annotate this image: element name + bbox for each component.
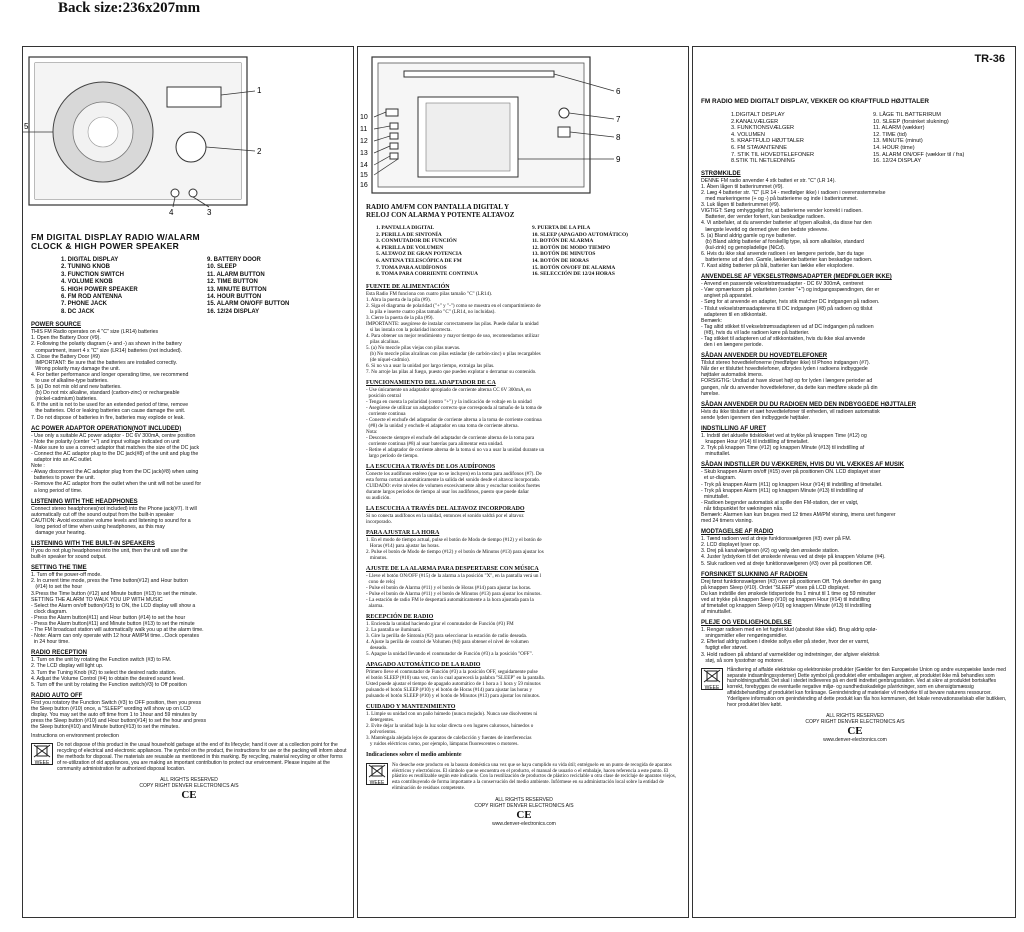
english-components-list <box>61 257 347 316</box>
component-item: 9. LÅGE TIL BATTERIRUM <box>873 112 941 118</box>
component-item: 13. MINUTE (minut) <box>873 138 923 145</box>
component-item: 3. CONMUTADOR DE FUNCIÓN <box>376 238 457 245</box>
component-item: 10. SLEEP (APAGADO AUTOMÁTICO) <box>532 231 628 238</box>
component-item: 4. VOLUME KNOB <box>61 279 113 286</box>
component-item: 15. ALARM ON/OFF (vækker til / fra) <box>873 151 965 158</box>
section-text: 1. Indstil det aktuelle tidsklokket ved at trykke på knappen Time (#12) og knappen Hour (#14) til indstilling af timetallet. 2. Tryk på knappen Time (#12) og knappen Minute (#13) til indstilling af minuttallet. <box>701 432 867 458</box>
component-item: 16. SELECCIÓN DE 12/24 HORAS <box>532 271 615 278</box>
spanish-title-2: RELOJ CON ALARMA Y POTENTE ALTAVOZ <box>366 211 515 219</box>
component-item: 12. TIME (tid) <box>873 131 907 138</box>
section-heading: STRØMKILDE <box>701 170 741 177</box>
component-item: 11. BOTÓN DE ALARMA <box>532 238 594 245</box>
weee-bin-icon <box>701 668 723 690</box>
back-callout-6: 6 <box>616 87 621 96</box>
footer-rights: ALL RIGHTS RESERVED <box>495 796 553 803</box>
component-item: 1. DIGITAL DISPLAY <box>61 257 119 263</box>
english-content <box>31 233 347 913</box>
section-text: - Use only a suitable AC power adaptor - DC 6V 300mA, centre position - Note the polarity (center "+") and input voltage indicated on unit - Make sure to use a correct adaptor that matches the size of the DC jack - Connect the AC adaptor plug to the DC jack(#8) of the unit and plug the adaptor into an AC outlet. Note : - Alway disconnect the AC adaptor plug from the DC jack(#8) when using batteries to power the unit. - Remove the AC adaptor from the outlet when the unit will not be used for a long period of time. <box>31 432 202 494</box>
english-title-1: FM DIGITAL DISPLAY RADIO W/ALARM <box>31 232 200 242</box>
env-block <box>701 668 1009 709</box>
section-heading: LA ESCUCHA A TRAVÉS DE LOS AUDÍFONOS <box>366 463 496 470</box>
env-text: No deseche este producto en la basura doméstica una vez que se haya cumplido su vida útil; entréguelo en un punto de recogida de aparatos eléctricos y electrónicos. El símbolo que se encuentra en el producto, el manual de usuario o el embalaje, hacen referencia a este punto. El plástico es reutilizable según este indicado. Con la reutilización de productos de plástico reciclable u otra clase de reciclaje de aparatos viejos, esta contribuyendo de forma importante a la conservación del medio ambiente. Infórmese en su administración local sobre la entidad de eliminación de residuos competente. <box>392 762 678 791</box>
section-heading: APAGADO AUTOMÁTICO DE LA RADIO <box>366 661 481 668</box>
section-text: Conecte los audífonos estéreo (que no se incluyen) en la toma para audífonos (#7). De esta forma cortará automáticamente la salida del sonido desde el altavoz incorporado. CUIDADO: evite niveles de volumen excesivamente altos y escuchar sonidos fuertes durante largos períodos de tiempo al usar los audífonos, puesto que puede dañar su audición. <box>366 470 542 501</box>
front-callout-2: 2 <box>257 147 262 156</box>
component-item: 2.KANALVÆLGER <box>731 118 779 125</box>
section-text: If you do not plug headphones into the unit, then the unit will use the built-in speaker for sound output. <box>31 548 188 561</box>
component-item: 8.STIK TIL NETLEDNING <box>731 158 796 165</box>
component-item: 4. VOLUMEN <box>731 131 765 138</box>
section-text: DENNE FM radio anvender 4 stk batteri er str. "C" (LR 14). 1. Åben lågen til batterirummet (#9). 2. Læg 4 batterier str. "C" (LR 14 - medfølger ikke) i radioen i overensstemmelse med markeringerne (+ og -) på batterierne og inde i batterirummet. 3. Luk lågen til batterirummet (#9). VIGTIGT: Sørg omhyggeligt for, at batterierne vender korrekt i radioen. Batterier, der vender forkert, kan beskadige radioen. 4. Vi anbefaler, at du anvender batterier af typen alkalisk, da disse har den længste levetid og dermed giver den bedste ydeevne. 5. (a) Bland aldrig gamle og nye batterier. (b) Bland aldrig batterier af forskellig type, så som alkaliske, standard (kul-zink) og genopladelige (NiCd). 6. Hvis du ikke skal anvende radioen i en længere periode, bør du tage batterierne ud af den. Gamle, lækkende batterier kan beskadige radioen. 7. Kast aldrig batterier på bål, batterier kan lække eller eksplodere. <box>701 177 886 270</box>
section-text: 1. Turn on the unit by rotating the Function switch (#3) to FM. 2. The LCD display will light up. 3. Turn the Tuning Knob (#2) to select the desired radio station. 4. Adjust the Volume Control (#4) to obtain the desired sound level. 5. Turn off the unit by rotating the Function switch(#3) to Off position <box>31 657 187 688</box>
section-heading: SÅDAN ANVENDER DU DU RADIOEN MED DEN INDBYGGEDE HØJTTALER <box>701 401 917 408</box>
section-heading: AJUSTE DE LA ALARMA PARA DESPERTARSE CON MÚSICA <box>366 565 539 572</box>
ce-mark: CE <box>181 789 197 802</box>
back-radio-illustration <box>358 47 690 197</box>
section-text: 1. Encienda la unidad haciendo girar el conmutador de Función (#3) FM 2. La pantalla se iluminará. 3. Gire la perilla de Sintonía (#2) para seleccionar la estación de radio deseada. 4. Ajuste la perilla de control de Volumen (#4) para obtener el nivel de volumen deseado. 5. Apague la unidad llevando el conmutador de Función (#3) a la posición "OFF". <box>366 620 533 657</box>
section-heading: RADIO AUTO OFF <box>31 692 83 699</box>
footer-copyright: COPY RIGHT DENVER ELECTRONICS A/S <box>139 783 239 790</box>
component-item: 13. BOTÓN DE MINUTOS <box>532 251 596 258</box>
section-text: 1. Turn off the power-off mode. 2. In current time mode, press the Time button(#12) and Hour button (#14) to set the hour 3.Press the Time button (#12) and Minute button (#13) to set the minute. SETTING THE ALARM TO WALK YOU UP WITH MUSIC - Select the Alarm on/off button(#15) to ON, the LCD display will show a clock diagram. - Press the Alarm button(#11) and Hour button (#14) to set the hour - Press the Alarm button(#11) and Minute button (#13) to set the minute - The FM broadcast station will automatically walk you up at the alarm time. - Note: Alarm can only operate with 12 hour AM/PM time...Clock operates in 24 hour time. <box>31 572 204 646</box>
section-text: - Skub knappen Alarm on/off (#15) over på positionen ON. LCD displayet viser et ur-diagram. - Tryk på knappen Alarm (#11) og knappen Hour (#14) til indstilling af timetallet. - Tryk på knappen Alarm (#11) og knappen Minute (#13) til indstilling af minuttallet. - Radioen begynder automatisk at spille den FM-station, der er valgt, når tidspunktet for vækningen nås. Bemærk: Alarmen kan kun bruges med 12 times AM/PM visning, imens uret fungerer med 24 timers visning. <box>701 469 896 525</box>
section-heading: INDSTILLING AF URET <box>701 425 767 432</box>
component-item: 15. BOTÓN ON/OFF DE ALARMA <box>532 264 616 271</box>
section-text: 1. Tænd radioen ved at dreje funktionsvælgeren (#3) over på FM. 2. LCD displayet lyser op. 3. Drej på kanalvælgeren (#2) og vælg den ønskede station. 4. Juster lydstyrken til det ønskede niveau ved at dreje på knappen Volume (#4). 5. Sluk radioen ved at dreje funktionsvælgeren (#3) over på positionen Off. <box>701 536 886 567</box>
website-url: www.denver-electronics.com <box>492 820 556 827</box>
section-heading: RADIO RECEPTION <box>31 650 88 657</box>
component-item: 1. PANTALLA DIGITAL <box>376 225 435 231</box>
component-item: 4. PERILLA DE VOLUMEN <box>376 244 444 251</box>
component-item: 3. FUNKTIONSVÆLGER <box>731 125 795 132</box>
weee-bin-icon <box>31 743 53 765</box>
section-text: Drej først funktionsvælgeren (#3) over på positionen Off. Tryk derefter én gang på knappen Sleep (#10). Ordet "SLEEP" vises på LCD displayet. Du kan indstille den ønskede tidsperiode fra 1 minut til 1 time og 59 minutter ved at trykke på knappen Sleep (#10) og knappen Hour (#14) til indstilling af timetallet og knappen Sleep (#10) og knappen Minute (#13) til indstilling af minuttallet. <box>701 578 882 616</box>
ce-mark: CE <box>847 725 863 738</box>
front-radio-illustration <box>23 47 355 222</box>
front-callout-1: 1 <box>257 86 262 95</box>
danish-components-list <box>731 112 1009 165</box>
section-heading: SÅDAN ANVENDER DU HOVEDTELEFONER <box>701 353 828 360</box>
component-item: 16. 12/24 DISPLAY <box>873 158 922 165</box>
component-item: 13. MINUTE BUTTON <box>207 286 267 293</box>
component-item: 5. KRAFTFULD HØJTTALER <box>731 138 804 145</box>
component-item: 16. 12/24 DISPLAY <box>207 308 260 315</box>
section-heading: PLEJE OG VEDLIGEHOLDELSE <box>701 620 792 627</box>
section-text: 1. Rengør radioen med en let fugtet klud (absolut ikke våd). Brug aldrig oplø- sningsmidler eller rengøringsmidler. 2. Efterlad aldrig radioen i direkte sollys eller på steder, hvor der er varmt, fugtigt eller støvet. 3. Hold radioen på afstand af varmekilder og indretninger, der afgiver elektrisk støj, så som lysstofrør og motorer. <box>701 627 880 664</box>
component-item: 6. FM STAVANTENNE <box>731 144 787 151</box>
section-heading: ANVENDELSE AF VEKSELSTRØMSADAPTER (MEDFØLGER IKKE) <box>701 274 892 281</box>
section-text: - Lleve el botón ON/OFF (#15) de la alarma a la posición "X", en la pantalla verá un l cono de reloj - Pulse el botón de Alarma (#11) y el botón de Horas (#14) para ajustar las horas. - Pulse el botón de Alarma (#11) y el botón de Minutos (#13) para ajustar los minutos. - La estación de radio FM le despertará automáticamente a la hora ajustada para la alarma. <box>366 572 542 609</box>
section-text: Esta Radio FM funciona con cuatro pilas tamaño "C" (LR14). 1. Abra la puerta de la pila (#9). 2. Siga el diagrama de polaridad ("+" y "-") como se muestra en el compartimiento de la pila e inserte cuatro pilas tamaño "C" (LR14, no incluidas). 3. Cierre la puerta de la pila (#9). IMPORTANTE: asegúrese de instalar correctamente las pilas. Puede dañar la unidad si las instala con la polaridad incorrecta. 4. Para obtener un mejor rendimiento y mayor tiempo de uso, recomendamos utilizar pilas alcalinas. 5. (a) No mezcle pilas viejas con pilas nuevas. (b) No mezcle pilas alcalinas con pilas estándar (de carbón-zinc) o pilas recargables (de níquel-cadmio). 6. Si no va a usar la unidad por largo tiempo, extraiga las pilas. 7. No arroje las pilas al fuego, puesto que pueden explotar o derramar su contenido. <box>366 290 541 375</box>
env-block <box>31 743 347 772</box>
back-callout-7: 7 <box>616 115 621 124</box>
footer-copyright: COPY RIGHT DENVER ELECTRONICS A/S <box>474 802 574 809</box>
weee-bin-label: WEEE <box>704 684 720 691</box>
footer-rights: ALL RIGHTS RESERVED <box>160 777 218 784</box>
spanish-content <box>366 203 682 913</box>
component-item: 7. TOMA PARA AUDÍFONOS <box>376 264 447 271</box>
component-item: 11. ALARM (vækker) <box>873 125 925 132</box>
env-text: Do not dispose of this product in the usual household garbage at the end of its lifecycle; hand it over at a collection point for the recycling of electrical and electronic appliances. The symbol on the product, the instructions for use or the packing will inform about the methods for disposal. The materials are reusable as mentioned in this marking. By recycling, material recycling or other forms of re-utilization of old appliances, you are making an important contribution to protect our environment. Please inquire at the community administration for authorized disposal location. <box>57 742 348 772</box>
danish-content <box>701 97 1009 913</box>
section-text: - Use únicamente un adaptador apropiado de corriente alterna CC 6V 300mA, en posición central - Tenga en cuenta la polaridad (centro "+") y la indicación de voltaje en la unidad - Asegúrese de utilizar un adaptador correcto que corresponda al tamaño de la toma de corriente continua - Conecte el enchufe del adaptador de corriente alterna a la toma de corriente continua (#8) de la unidad y enchufe el adaptador en una toma de corriente alterna. Nota: - Desconecte siempre el enchufe del adaptador de corriente alterna de la toma para corriente continua (#8) al usar baterías para alimentar esta unidad. - Retire el adaptador de corriente alterna de la toma si no va a usar la unidad durante un largo período de tiempo. <box>366 386 545 459</box>
component-item: 15. ALARM ON/OFF BUTTON <box>207 301 290 308</box>
section-heading: CUIDADO Y MANTENIMIENTO <box>366 703 456 710</box>
component-item: 10. SLEEP <box>207 264 237 271</box>
component-item: 2. PERILLA DE SINTONÍA <box>376 231 442 238</box>
front-callout-5: 5 <box>24 122 29 131</box>
section-heading: LA ESCUCHA A TRAVÉS DEL ALTAVOZ INCORPORADO <box>366 505 525 512</box>
env-text: Håndtering af affalde elektriske og elektroniske produkter (Gælder for den Europæiske Union og andre europæiske lande med separate indsamlingssystemer) Dette symbol på produktet eller emballagen angiver, at produktet ikke må behandles som husholdningsaffald. Det skal i stedet indleveres på en dertil indrettet genbrugsstation. Ved at sikre at produktet bortskaffes korrekt, forebygges de eventuelle negative miljø- og sundhedsskadelige påvirkninger, som en uhensigtsmæssig affaldsbehandling af produktet kan forårsage. Genindvinding af materialer vil medvirke til at bevare naturens ressourcer. Yderligere information om genindvinding af dette produkt kan fås hos kommunen, det lokale renovationsselskab eller butikken, hvor produktet blev købt. <box>727 666 1008 708</box>
env-block <box>366 763 682 792</box>
component-item: 6. FM ROD ANTENNA <box>61 294 123 301</box>
section-heading: FORSINKET SLUKNING AF RADIOEN <box>701 571 808 578</box>
component-item: 12. TIME BUTTON <box>207 279 258 286</box>
back-callout-12: 12 <box>360 138 368 145</box>
component-item: 6. ANTENA TELESCÓPICA DE FM <box>376 257 462 264</box>
weee-bin-label: WEEE <box>34 760 50 767</box>
back-callout-16: 16 <box>360 182 368 189</box>
section-text: Connect stereo headphones(not included) into the Phone jack(#7). It will automatically cut off the sound output from the built-in speaker CAUTION: Avoid excessive volume levels and listening to sound for a long period of time when using headphones, as this may damage your hearing. <box>31 505 197 536</box>
spanish-title-1: RADIO AM/FM CON PANTALLA DIGITAL Y <box>366 203 510 211</box>
section-text: Primero lleve el conmutador de Función (#3) a la posición OFF, seguidamente pulse el botón SLEEP (#10) una vez, con lo cual aparecerá la palabra "SLEEP" en la pantalla. Usted puede ajustar el tiempo de apagado automático de 1 hora a 1 hora y 59 minutos pulsando el botón SLEEP (#10) y el botón de Horas (#14) para ajustar las horas y pulsando el botón SLEEP (#10) y el botón de Minutos (#13) para ajustar los minutos. <box>366 668 545 699</box>
front-callout-3: 3 <box>207 208 212 217</box>
section-heading: FUENTE DE ALIMENTACIÓN <box>366 283 450 290</box>
section-heading: AC POWER ADAPTOR OPERATION(NOT INCLUDED) <box>31 425 182 432</box>
component-item: 7. STIK TIL HOVEDTELEFONER <box>731 151 814 158</box>
front-callout-4: 4 <box>169 208 174 217</box>
danish-panel <box>692 46 1016 918</box>
back-callout-8: 8 <box>616 133 621 142</box>
back-callout-13: 13 <box>360 150 368 157</box>
back-callout-10: 10 <box>360 114 368 121</box>
component-item: 14. HOUR (time) <box>873 144 915 151</box>
component-item: 9. BATTERY DOOR <box>207 257 261 263</box>
section-heading: RECEPCIÓN DE RADIO <box>366 613 434 620</box>
danish-title: FM RADIO MED DIGITALT DISPLAY, VEKKER OG KRAFTFULD HØJTTALER <box>701 98 930 105</box>
component-item: 5. ALTAVOZ DE GRAN POTENCIA <box>376 251 462 258</box>
component-item: 1.DIGITALT DISPLAY <box>731 112 785 118</box>
component-item: 5. HIGH POWER SPEAKER <box>61 286 138 293</box>
front-view-diagram <box>23 47 353 222</box>
component-item: 2. TUNING KNOB <box>61 264 111 271</box>
website-url: www.denver-electronics.com <box>823 737 887 744</box>
section-heading: POWER SOURCE <box>31 322 82 329</box>
component-item: 10. SLEEP (forsinket slukning) <box>873 118 949 125</box>
weee-bin-icon <box>366 763 388 785</box>
section-text: First you rotatory the Function Switch (#3) to OFF position, then you press the Sleep button (#10) once, a "SLEEP" wording will show up on LCD display. You may set the auto off time from 1 to 1hour and 59 minutes by press the Sleep button (#10) and Hour button(#14) to set the hour and press the Sleep button(#10) and Minute button(#13) to set the minutes. <box>31 699 207 731</box>
component-item: 14. HOUR BUTTON <box>207 294 262 301</box>
component-item: 7. PHONE JACK <box>61 301 108 308</box>
spanish-components-list <box>376 225 682 278</box>
section-heading: SÅDAN INDSTILLER DU VÆKKEREN, HVIS DU VIL VÆKKES AF MUSIK <box>701 462 905 469</box>
component-item: 3. FUNCTION SWITCH <box>61 271 124 278</box>
component-item: 12. BOTÓN DE MODO TIEMPO <box>532 244 611 251</box>
section-text: Hvis du ikke tilslutter et sæt hovedtelefoner til enheden, vil radioen automatisk sende lyden igennem den indbyggede højttaler. <box>701 408 880 421</box>
ce-mark: CE <box>516 808 532 821</box>
component-item: 14. BOTÓN DE HORAS <box>532 257 589 264</box>
section-text: - Anvend en passende vekselstrømsadapter - DC 6V 300mA, centreret - Vær opmærksom på polariteten (center "+") og indgangsspændingen, der er angivet på apparatet. - Sørg for at anvende en adapter, hvis stik matcher DC indgangen på radioen. - Tilslut vekselstrømsadapterens til DC indgangen (#8) på radioen og tilslut adapteren til en stikkontakt. Bemærk: - Tag altid stikket til vekselstrømsadapteren ud af DC indgangen på radioen (#8), hvis du vil lade radioen køre på batterier. - Tag stikket til adapteren ud af stikkontakten, hvis du ikke skal anvende den i en længere periode. <box>701 281 880 349</box>
env-heading: Instructions on environment protection <box>31 733 119 740</box>
footer-rights: ALL RIGHTS RESERVED <box>826 713 884 720</box>
section-heading: SETTING THE TIME <box>31 565 87 572</box>
english-panel <box>22 46 354 918</box>
section-heading: PARA AJUSTAR LA HORA <box>366 529 440 536</box>
section-heading: FUNCIONAMIENTO DEL ADAPTADOR DE CA <box>366 379 496 386</box>
back-callout-14: 14 <box>360 162 368 169</box>
weee-bin-label: WEEE <box>369 779 385 786</box>
model-number: TR-36 <box>974 53 1005 65</box>
footer-copyright: COPY RIGHT DENVER ELECTRONICS A/S <box>805 719 905 726</box>
back-callout-11: 11 <box>360 126 368 133</box>
back-size-label: Back size:236x207mm <box>58 0 201 16</box>
component-item: 8. TOMA PARA CORRIENTE CONTINUA <box>376 271 478 278</box>
component-item: 8. DC JACK <box>61 308 95 315</box>
back-callout-15: 15 <box>360 172 368 179</box>
section-heading: MODTAGELSE AF RADIO <box>701 529 774 536</box>
english-title-2: CLOCK & HIGH POWER SPEAKER <box>31 241 180 251</box>
spanish-panel <box>357 46 689 918</box>
component-item: 11. ALARM BUTTON <box>207 271 265 278</box>
section-text: 1. Limpie su unidad con un paño húmedo (nunca mojado). Nunca use disolventes ni detergentes. 2. Evite dejar la unidad bajo la luz solar directa o en lugares calurosos, húmedos o polvorientos. 3. Manténgala alejada lejos de aparatos de calefacción y fuentes de interferencias y ruidos eléctricos como, por ejemplo, lámparas fluorescentes o motores. <box>366 710 538 747</box>
section-text: 1. En el modo de tiempo actual, pulse el botón de Modo de tiempo (#12) y el botón de Horas (#14) para ajustar las horas. 2. Pulse el botón de Modo de tiempo (#12) y el botón de Minutos (#13) para ajustar los minutos. <box>366 536 544 561</box>
section-heading: LISTENING WITH THE HEADPHONES <box>31 498 138 505</box>
back-view-diagram <box>358 47 688 222</box>
section-text: Si no conecta audífonos en la unidad, entonces el sonido saldrá por el altavoz incorporado. <box>366 512 524 525</box>
component-item: 9. PUERTA DE LA PILA <box>532 225 591 231</box>
section-text: Tilslut stereo hovedtelefonerne (medfølger ikke) til Phono indgangen (#7). Når der er tilsluttet hovedtelefoner, afbrydes lyden i radioens indbyggede højttaler automatisk imens. FORSIGTIG: Undlad at have skruet højt op for lyden i længere perioder ad gangen, når du anvender hovedtelefoner, da dette kan medføre skade på din hørelse. <box>701 360 878 397</box>
back-callout-9: 9 <box>616 155 621 164</box>
env-heading: Indicaciones sobre el medio ambiente <box>366 751 462 758</box>
section-text: THIS FM Radio operates on 4 "C" size (LR14) batteries 1. Open the Battery Door (#9). 2. Following the polarity diagram (+ and -) as shown in the battery compartment, insert 4 x "C" size (LR14) batteries (not included). 3. Close the Battery Door (#9) IMPORTANT: Be sure that the batteries are installed correctly. Wrong polarity may damage the unit. 4. For better performance and longer operating time, we recommend to use of alkaline-type batteries. 5. (a) Do not mix old and new batteries. (b) Do not mix alkaline, standard (carbon-zinc) or rechargeable (nickel-cadmium) batteries. 6. If the unit is not to be used for an extended period of time, remove the batteries. Old or leaking batteries can cause damage the unit. 7. Do not dispose of batteries in fire, batteries may explode or leak. <box>31 329 189 421</box>
section-heading: LISTENING WITH THE BUILT-IN SPEAKERS <box>31 541 155 548</box>
